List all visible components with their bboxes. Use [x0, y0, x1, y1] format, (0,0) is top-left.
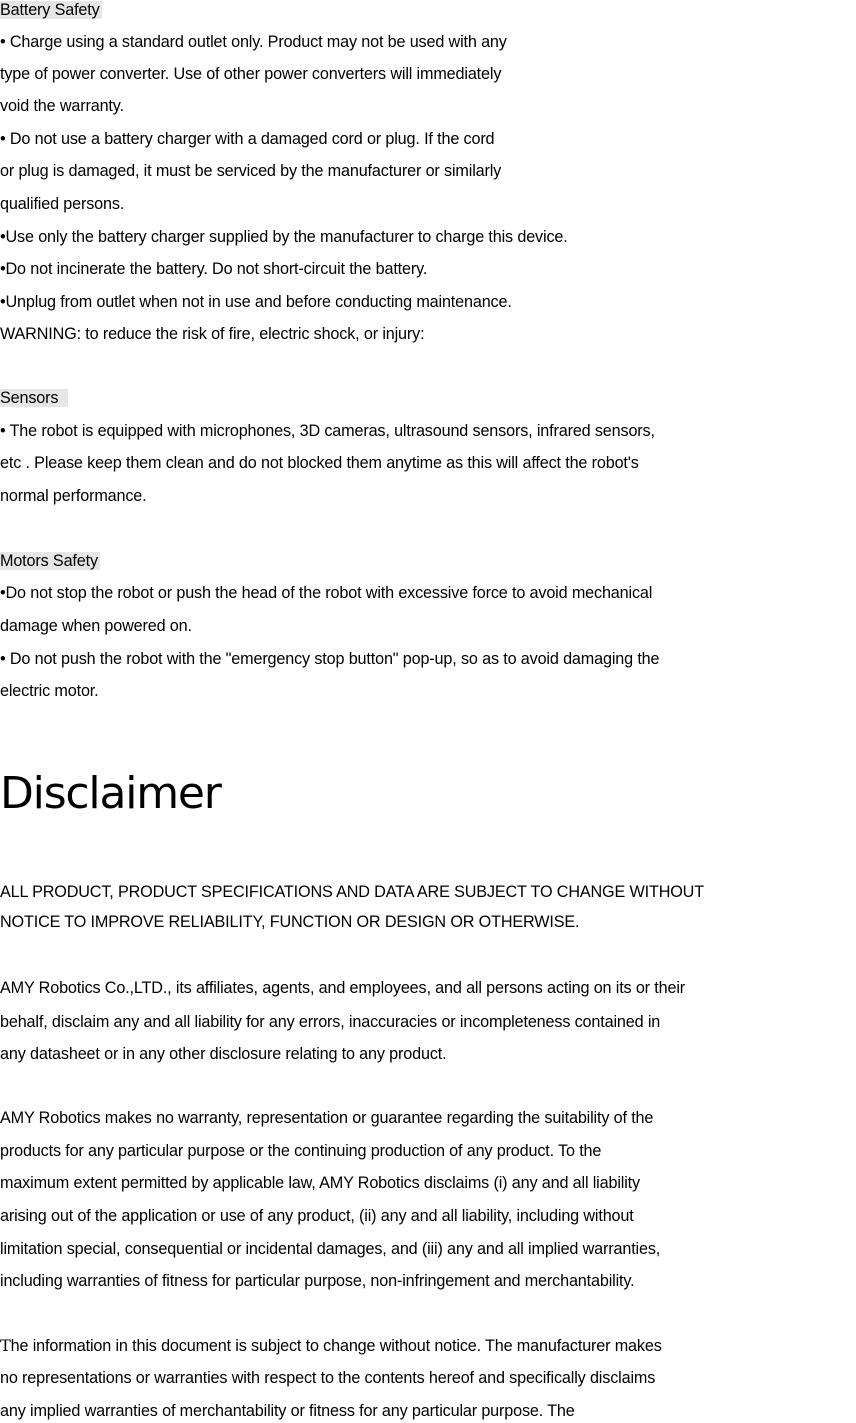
- battery-line: type of power converter. Use of other power converters will immediately: [0, 65, 502, 83]
- disclaimer-para3-line: products for any particular purpose or the continuing production of any product. To the: [0, 1142, 602, 1160]
- battery-warning-line: WARNING: to reduce the risk of fire, electric shock, or injury:: [0, 325, 425, 343]
- sensors-line: • The robot is equipped with microphones, 3D cameras, ultrasound sensors, infrared sensors,: [0, 422, 655, 440]
- disclaimer-para2-line: behalf, disclaim any and all liability for any errors, inaccuracies or incompleteness contained in: [0, 1013, 661, 1031]
- motors-line: electric motor.: [0, 682, 99, 700]
- disclaimer-para4-line: any implied warranties of merchantability or fitness for any particular purpose. The: [0, 1402, 575, 1420]
- battery-line: •Unplug from outlet when not in use and before conducting maintenance.: [0, 293, 512, 311]
- disclaimer-title: Disclaimer: [0, 768, 221, 819]
- disclaimer-para1-line: NOTICE TO IMPROVE RELIABILITY, FUNCTION OR DESIGN OR OTHERWISE.: [0, 913, 580, 931]
- disclaimer-para2-line: AMY Robotics Co.,LTD., its affiliates, agents, and employees, and all persons acting on its or their: [0, 979, 686, 997]
- para4-first-rest: he information in this document is subject to change without notice. The manufacturer makes: [10, 1337, 662, 1355]
- disclaimer-para3-line: arising out of the application or use of any product, (ii) any and all liability, including without: [0, 1207, 634, 1225]
- battery-line: •Use only the battery charger supplied by the manufacturer to charge this device.: [0, 228, 568, 246]
- sensors-line: normal performance.: [0, 487, 147, 505]
- battery-line: • Charge using a standard outlet only. Product may not be used with any: [0, 33, 507, 51]
- sensors-line: etc . Please keep them clean and do not blocked them anytime as this will affect the robot's: [0, 454, 639, 472]
- disclaimer-para3-line: AMY Robotics makes no warranty, representation or guarantee regarding the suitability of the: [0, 1109, 654, 1127]
- battery-safety-heading: Battery Safety: [0, 1, 100, 19]
- disclaimer-para3-line: maximum extent permitted by applicable law, AMY Robotics disclaims (i) any and all liability: [0, 1174, 640, 1192]
- sensors-heading: Sensors: [0, 386, 68, 410]
- battery-line: • Do not use a battery charger with a damaged cord or plug. If the cord: [0, 130, 495, 148]
- battery-line: or plug is damaged, it must be serviced by the manufacturer or similarly: [0, 162, 502, 180]
- disclaimer-para3-line: limitation special, consequential or incidental damages, and (iii) any and all implied warranties,: [0, 1240, 661, 1258]
- battery-line: •Do not incinerate the battery. Do not short-circuit the battery.: [0, 260, 428, 278]
- battery-line: qualified persons.: [0, 195, 125, 213]
- motors-line: •Do not stop the robot or push the head of the robot with excessive force to avoid mechanical: [0, 584, 653, 602]
- disclaimer-para4-line: [0, 1334, 662, 1358]
- para4-initial: T: [0, 1336, 11, 1355]
- battery-line: void the warranty.: [0, 97, 124, 115]
- disclaimer-para4-line: no representations or warranties with respect to the contents hereof and specifically disclaims: [0, 1369, 656, 1387]
- disclaimer-para2-line: any datasheet or in any other disclosure relating to any product.: [0, 1045, 447, 1063]
- motors-line: damage when powered on.: [0, 617, 192, 635]
- motors-line: • Do not push the robot with the "emergency stop button" pop-up, so as to avoid damaging the: [0, 650, 660, 668]
- disclaimer-para3-line: including warranties of fitness for particular purpose, non-infringement and merchantability.: [0, 1272, 635, 1290]
- disclaimer-para1-line: ALL PRODUCT, PRODUCT SPECIFICATIONS AND DATA ARE SUBJECT TO CHANGE WITHOUT: [0, 883, 704, 901]
- motors-safety-heading: Motors Safety: [0, 552, 98, 570]
